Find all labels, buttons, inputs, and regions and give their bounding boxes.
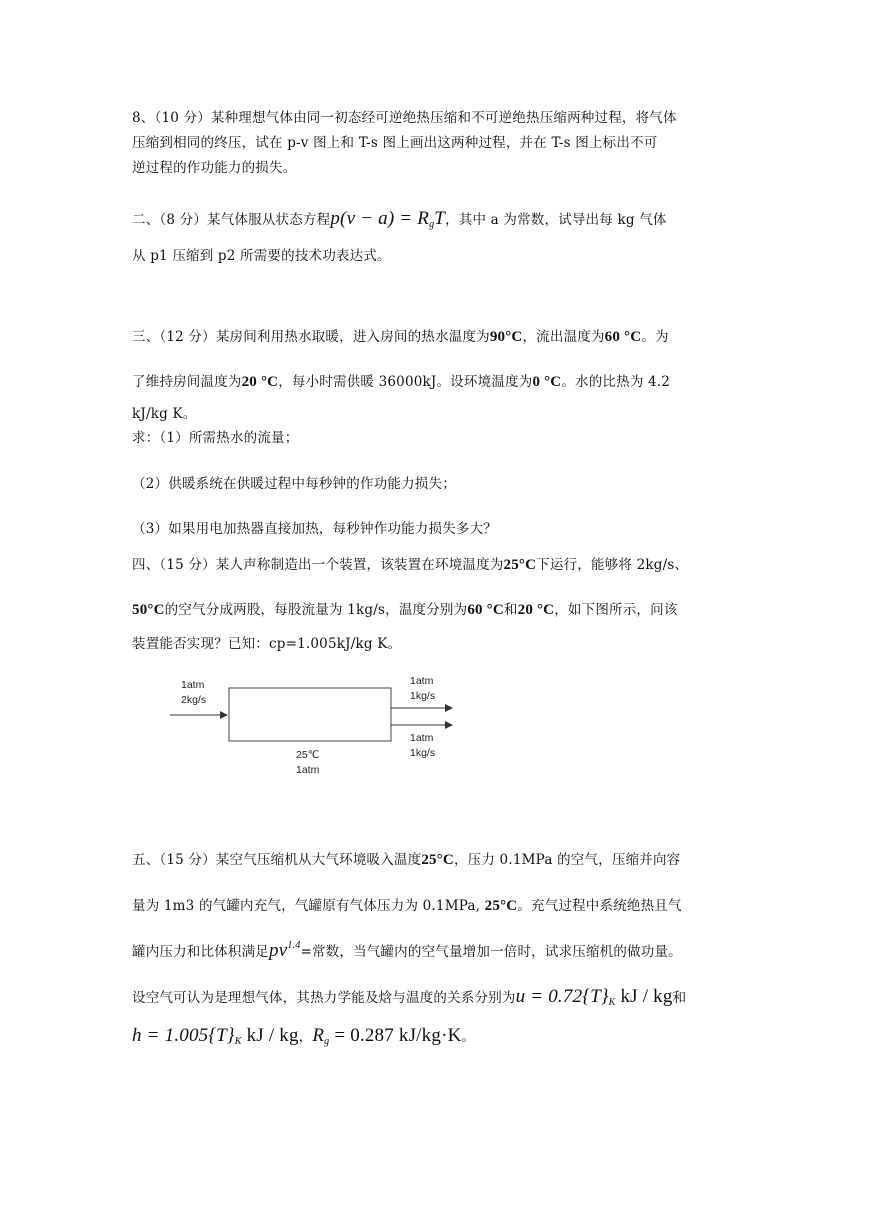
q8-line-2: 压缩到相同的终压，试在 p-v 图上和 T-s 图上画出这两种过程，并在 T-s 图上标出不可	[132, 135, 658, 151]
q5-line-5: $h = 1.005\{T\}_K$ kJ / kg，$R_g = 0.287$ kJ/kg·K。	[132, 1025, 476, 1047]
temp-env-25: 25°C	[503, 557, 537, 573]
temp-60: 60 °C	[467, 602, 504, 618]
q4-line-1: 四、（15 分）某人声称制造出一个装置，该装置在环境温度为25°C下运行，能够将 2kg/s、	[132, 557, 689, 573]
q2-text-pre: 二、（8 分）某气体服从状态方程	[132, 212, 331, 228]
q3-line-4: 求：（1）所需热水的流量；	[132, 430, 299, 446]
q4-line-2: 50°C的空气分成两股，每股流量为 1kg/s，温度分别为60 °C和20 °C，如下图所示，问该	[132, 602, 678, 618]
q2-line-2: 从 p1 压缩到 p2 所需要的技术功表达式。	[132, 248, 391, 264]
outlet1-labels	[410, 674, 435, 704]
temp-intake: 25°C	[421, 852, 454, 868]
q5-line-1: 五、（15 分）某空气压缩机从大气环境吸入温度25°C，压力 0.1MPa 的空气，压缩并向容	[132, 852, 681, 868]
environment-temp: 25℃	[296, 749, 320, 761]
temp-tank: 25°C	[484, 898, 518, 914]
q2-line-1	[132, 208, 667, 230]
q5-line-2: 量为 1m3 的气罐内充气，气罐原有气体压力为 0.1MPa, 25°C。充气过程中系统绝热且气	[132, 898, 682, 914]
temp-room: 20 °C	[241, 374, 279, 390]
outlet1-mass-flow: 1kg/s	[410, 690, 436, 702]
q4-line-3: 装置能否实现？已知：cp=1.005kJ/kg K。	[132, 636, 402, 652]
q8-line-3: 逆过程的作功能力的损失。	[132, 160, 297, 176]
q5-line-3: 罐内压力和比体积满足$pv^{1.4}=$常数，当气罐内的空气量增加一倍时，试求压缩机的做功量。	[132, 940, 682, 961]
state-equation: $p(v - a) = R_gT$	[330, 208, 446, 230]
outlet2-pressure: 1atm	[410, 732, 434, 744]
separator-diagram	[160, 670, 460, 790]
temp-20: 20 °C	[517, 602, 555, 618]
environment-pressure: 1atm	[296, 764, 320, 776]
q8-line-1: 8、（10 分）某种理想气体由同一初态经可逆绝热压缩和不可逆绝热压缩两种过程，将气体	[132, 110, 677, 126]
temp-env: 0 °C	[532, 374, 562, 390]
inlet-pressure: 1atm	[181, 679, 205, 691]
q3-line-5: （2）供暖系统在供暖过程中每秒钟的作功能力损失；	[132, 476, 456, 492]
outlet2-mass-flow: 1kg/s	[410, 747, 436, 759]
device-box	[229, 688, 391, 741]
outlet1-pressure: 1atm	[410, 675, 434, 687]
temp-in-50: 50°C	[132, 602, 165, 618]
temp-hot-in: 90°C	[489, 329, 523, 345]
q3-line-1: 三、（12 分）某房间利用热水取暖，进入房间的热水温度为90°C，流出温度为60 °C。为	[132, 329, 669, 345]
inlet-mass-flow: 2kg/s	[181, 694, 207, 706]
outlet2-labels	[410, 731, 435, 761]
q5-line-4: 设空气可认为是理想气体，其热力学能及焓与温度的关系分别为$u = 0.72\{T\}_K$ kJ / kg和	[132, 986, 687, 1008]
temp-out: 60 °C	[604, 329, 642, 345]
polytropic-expression: $pv^{1.4}$	[269, 940, 301, 961]
internal-energy-equation: $u = 0.72\{T\}_K$ kJ / kg	[515, 986, 673, 1008]
gas-constant-equation: $R_g = 0.287$ kJ/kg·K	[312, 1025, 462, 1047]
inlet-labels	[181, 678, 206, 708]
q2-text-post: ，其中 a 为常数，试导出每 kg 气体	[445, 212, 667, 228]
q3-line-6: （3）如果用电加热器直接加热，每秒钟作功能力损失多大？	[132, 521, 497, 537]
environment-labels	[296, 748, 319, 778]
q3-line-3: kJ/kg K。	[132, 406, 197, 422]
q3-line-2: 了维持房间温度为20 °C，每小时需供暖 36000kJ。设环境温度为0 °C。水的比热为 4.2	[132, 374, 671, 390]
enthalpy-equation: $h = 1.005\{T\}_K$ kJ / kg	[132, 1025, 299, 1047]
